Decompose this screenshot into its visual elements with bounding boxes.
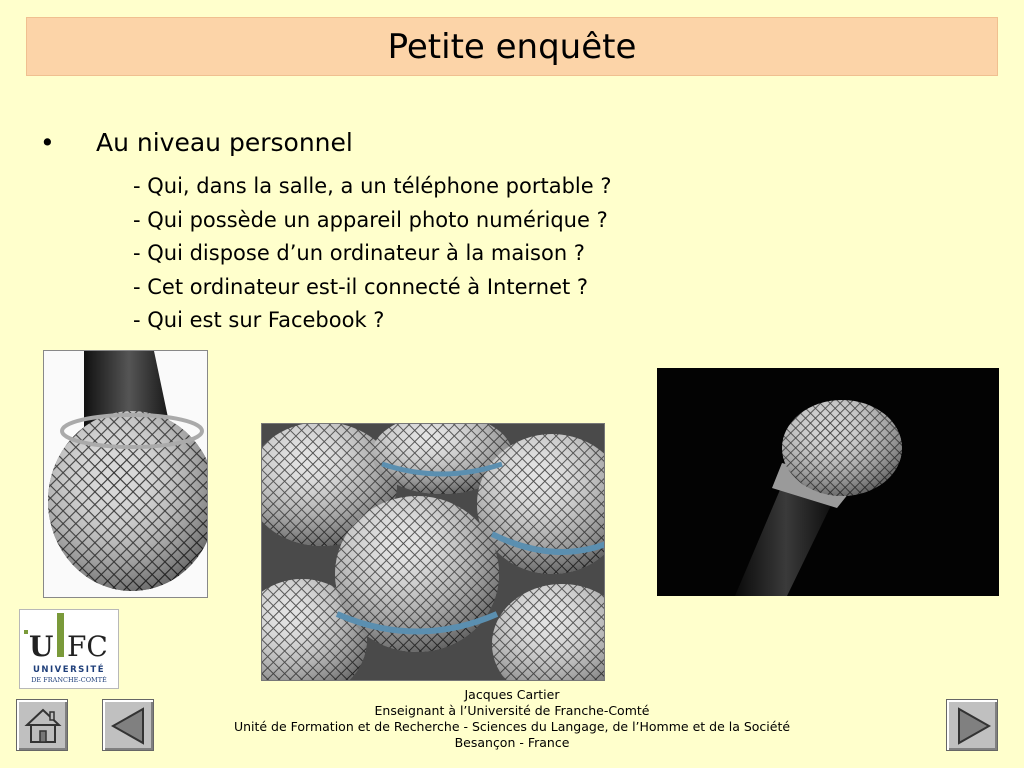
svg-text:UNIVERSITÉ: UNIVERSITÉ [33, 665, 105, 675]
question-item: - Qui est sur Facebook ? [133, 308, 385, 332]
triangle-right-icon [947, 700, 999, 752]
question-item: - Qui, dans la salle, a un téléphone portable ? [133, 174, 612, 198]
question-list [133, 170, 612, 338]
question-item: - Qui dispose d’un ordinateur à la maison ? [133, 241, 585, 265]
title-bar [26, 17, 998, 76]
footer-role: Enseignant à l’Université de Franche-Comté [374, 703, 650, 718]
svg-text:FC: FC [67, 630, 108, 663]
svg-text:U: U [29, 630, 54, 663]
question-item: - Cet ordinateur est-il connecté à Internet ? [133, 274, 589, 299]
next-slide-button[interactable] [946, 699, 998, 751]
footer-credits [150, 687, 874, 751]
svg-text:DE FRANCHE-COMTÉ: DE FRANCHE-COMTÉ [31, 676, 107, 684]
microphone-closeup-photo [43, 350, 208, 598]
triangle-left-icon [103, 700, 155, 752]
university-logo [19, 609, 119, 689]
footer-department: Unité de Formation et de Recherche - Sciences du Langage, de l’Homme et de la Société [233, 719, 791, 734]
bullet-text: Au niveau personnel [96, 128, 353, 157]
question-item: - Qui possède un appareil photo numérique ? [133, 207, 608, 232]
home-icon [17, 700, 69, 752]
microphone-heads-photo [261, 423, 605, 681]
bullet-marker: • [40, 128, 55, 157]
footer-author: Jacques Cartier [464, 687, 560, 702]
microphone-dark-photo [657, 368, 999, 596]
slide-title: Petite enquête [387, 26, 637, 67]
footer-location: Besançon - France [454, 735, 570, 750]
bullet-item [40, 128, 353, 157]
home-button[interactable] [16, 699, 68, 751]
previous-slide-button[interactable] [102, 699, 154, 751]
